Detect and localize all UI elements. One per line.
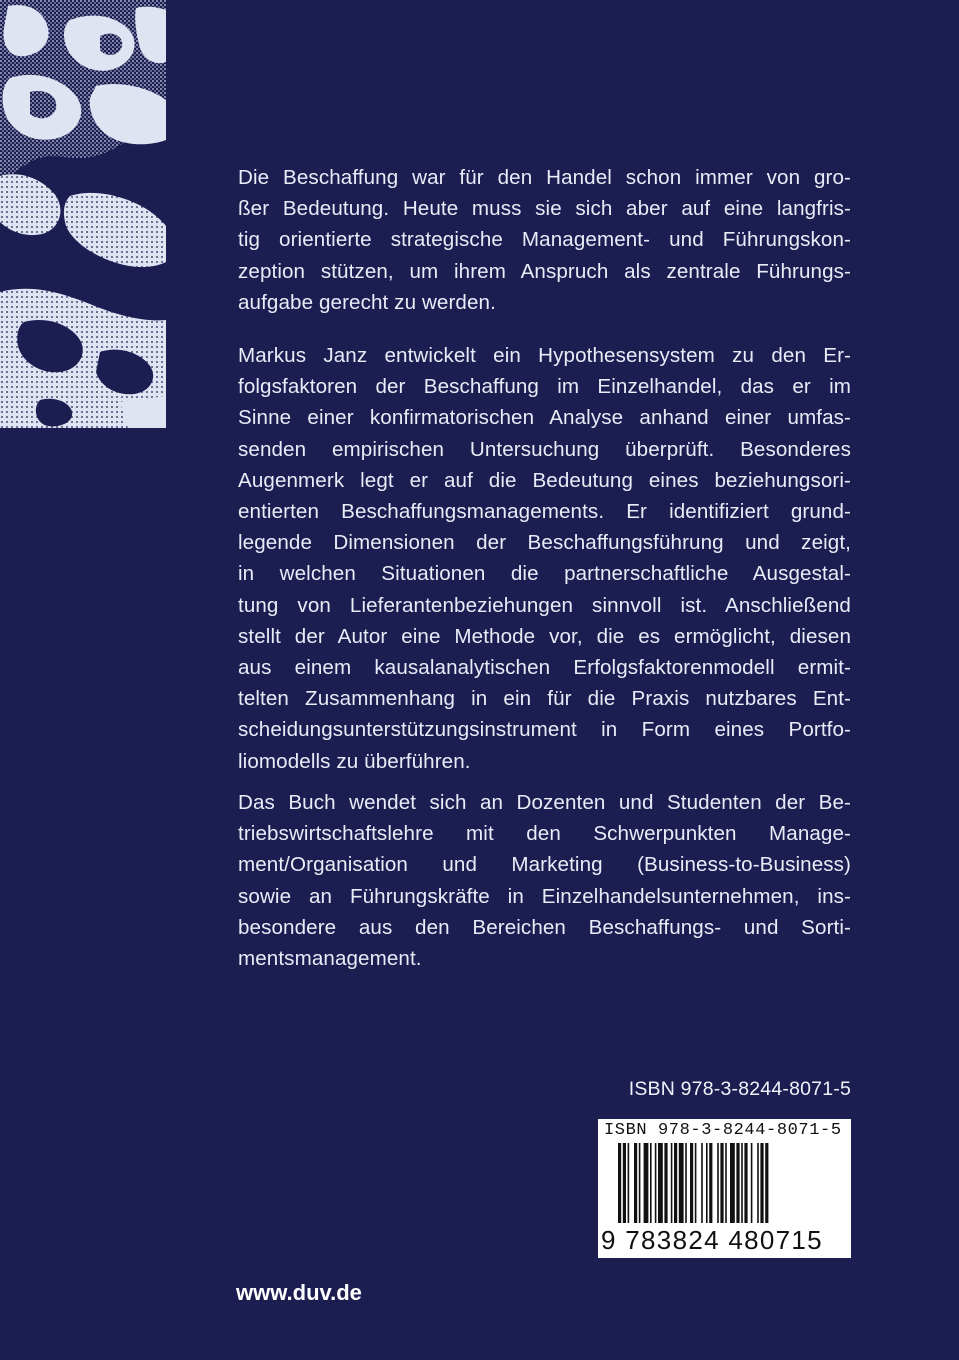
barcode-digits: 9 783824 480715 — [601, 1225, 823, 1255]
text-line: scheidungsunterstützungsinstrument in Form eines Portfo- — [238, 718, 851, 742]
text-line: liomodells zu überführen. — [238, 749, 471, 773]
barcode-bar — [679, 1143, 684, 1223]
barcode-bar — [736, 1143, 739, 1223]
barcode-isbn-text: ISBN 978-3-8244-8071-5 — [604, 1121, 842, 1140]
barcode-bar — [741, 1143, 743, 1223]
barcode-bar — [655, 1143, 657, 1223]
barcode-bar — [639, 1143, 641, 1223]
barcode-bar — [618, 1143, 621, 1223]
barcode-bar — [644, 1143, 649, 1223]
barcode-bar — [664, 1143, 667, 1223]
text-line: tung von Lieferantenbeziehungen sinnvoll ist. Anschließend — [238, 593, 851, 617]
barcode-bar — [695, 1143, 697, 1223]
barcode-bar — [685, 1143, 687, 1223]
barcode-bar — [709, 1143, 712, 1223]
blurb-paragraph-3 — [238, 787, 851, 974]
text-line: zeption stützen, um ihrem Anspruch als zentrale Führungs- — [238, 259, 851, 283]
text-line: tig orientierte strategische Management- und Führungskon- — [238, 228, 851, 252]
text-line: besondere aus den Bereichen Beschaffungs- und Sorti- — [238, 915, 851, 939]
text-line: aufgabe gerecht zu werden. — [238, 290, 496, 314]
barcode-bar — [725, 1143, 727, 1223]
text-line: entierten Beschaffungsmanagements. Er identifiziert grund- — [238, 500, 851, 524]
barcode-bar — [650, 1143, 652, 1223]
text-line: mentsmanagement. — [238, 947, 422, 971]
text-line: triebswirtschaftslehre mit den Schwerpunkten Manage- — [238, 822, 851, 846]
text-line: ment/Organisation und Marketing (Business-to-Business) — [238, 853, 851, 877]
barcode-bar — [751, 1143, 753, 1223]
barcode-bar — [634, 1143, 637, 1223]
barcode-bars — [618, 1143, 832, 1231]
barcode-bar — [744, 1143, 747, 1223]
barcode-bar — [706, 1143, 708, 1223]
barcode — [598, 1119, 851, 1258]
text-line: legende Dimensionen der Beschaffungsführung und zeigt, — [238, 531, 851, 555]
barcode-bar — [760, 1143, 763, 1223]
barcode-bar — [757, 1143, 759, 1223]
text-line: aus einem kausalanalytischen Erfolgsfaktorenmodell ermit- — [238, 656, 851, 680]
text-line: Augenmerk legt er auf die Bedeutung eines beziehungsori- — [238, 468, 851, 492]
publisher-website: www.duv.de — [236, 1280, 362, 1305]
blurb-paragraph-1 — [238, 162, 851, 318]
text-line: senden empirischen Untersuchung überprüft. Besonderes — [238, 437, 851, 461]
barcode-bar — [765, 1143, 768, 1223]
blurb-paragraph-2 — [238, 340, 851, 777]
text-line: folgsfaktoren der Beschaffung im Einzelhandel, das er im — [238, 375, 851, 399]
barcode-bar — [717, 1143, 719, 1223]
text-line: stellt der Autor eine Methode vor, die es ermöglicht, diesen — [238, 624, 851, 648]
isbn-label: ISBN 978-3-8244-8071-5 — [628, 1078, 851, 1100]
barcode-bar — [628, 1143, 630, 1223]
barcode-bar — [674, 1143, 677, 1223]
text-line: telten Zusammenhang in ein für die Praxis nutzbares Ent- — [238, 687, 851, 711]
barcode-bar — [701, 1143, 703, 1223]
world-map-illustration — [0, 0, 166, 428]
text-line: Das Buch wendet sich an Dozenten und Studenten der Be- — [238, 791, 851, 814]
barcode-bar — [730, 1143, 735, 1223]
text-line: Sinne einer konfirmatorischen Analyse anhand einer umfas- — [238, 406, 851, 430]
barcode-bar — [671, 1143, 673, 1223]
text-line: in welchen Situationen die partnerschaftliche Ausgestal- — [238, 562, 851, 586]
barcode-bar — [658, 1143, 663, 1223]
text-line: Die Beschaffung war für den Handel schon immer von gro- — [238, 166, 851, 189]
barcode-bar — [720, 1143, 723, 1223]
text-line: sowie an Führungskräfte in Einzelhandelsunternehmen, ins- — [238, 884, 851, 908]
text-line: ßer Bedeutung. Heute muss sie sich aber auf eine langfris- — [238, 197, 851, 221]
barcode-bar — [690, 1143, 693, 1223]
barcode-bar — [623, 1143, 626, 1223]
text-line: Markus Janz entwickelt ein Hypothesensystem zu den Er- — [238, 344, 851, 367]
